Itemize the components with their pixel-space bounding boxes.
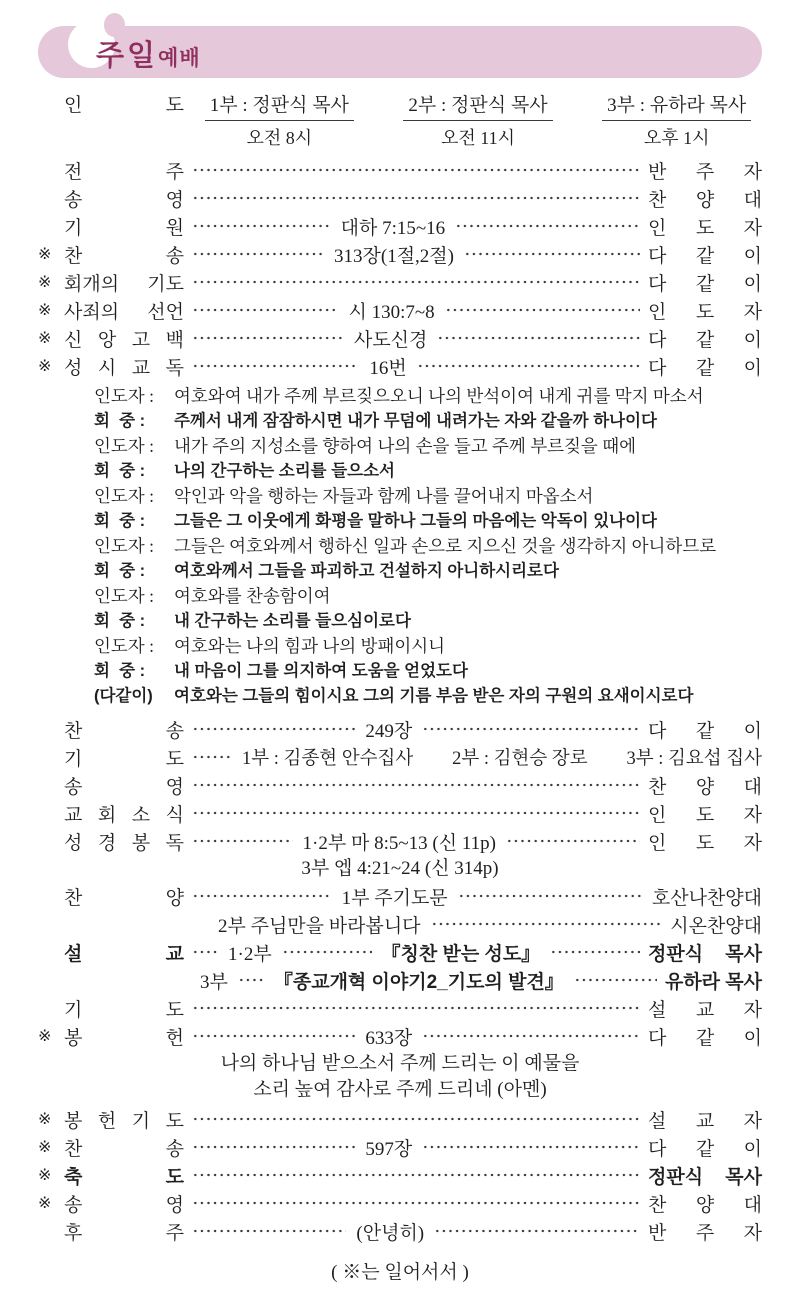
prayer-name-2: 2부 : 김현승 장로 [452, 749, 588, 769]
item-label: 봉 헌 [64, 1027, 184, 1049]
leader-dots [192, 1189, 640, 1217]
service-row [38, 994, 762, 1022]
reading-line [94, 434, 762, 459]
item-star: ※ [38, 274, 52, 291]
item-detail: 1부 주기도문 [341, 887, 448, 909]
reading-text: 그들은 여호와께서 행하신 일과 손으로 지으신 것을 생각하지 아니하므로 [174, 536, 717, 556]
item-star: ※ [38, 246, 52, 263]
reading-speaker: 회 중 : [94, 412, 146, 430]
leader-part: 3부 : 유하라 목사 [602, 90, 751, 121]
leader-dots [192, 352, 359, 380]
item-role: 시온찬양대 [670, 915, 762, 937]
reading-text: 악인과 악을 행하는 자들과 함께 나를 끌어내지 마옵소서 [174, 486, 594, 506]
item-label: 찬 양 [64, 887, 184, 909]
leader-col-2 [393, 90, 564, 150]
leader-dots [192, 240, 324, 268]
service-row [38, 827, 762, 855]
offering-hymn-line: 나의 하나님 받으소서 주께 드리는 이 예물을 [220, 1053, 580, 1074]
service-row [38, 352, 762, 380]
reading-line [94, 509, 762, 534]
leader-dots [506, 827, 640, 855]
reading-line [94, 409, 762, 434]
service-row [38, 1189, 762, 1217]
item-role: 인 도 자 [648, 804, 762, 826]
leader-dots [417, 352, 640, 380]
item-detail: 시 130:7~8 [348, 301, 435, 323]
reading-speaker: 인도자 : [94, 386, 154, 406]
item-detail: 1·2부 마 8:5~13 (신 11p) [302, 832, 496, 854]
leader-dots [422, 715, 640, 743]
item-role: 설 교 자 [648, 999, 762, 1021]
item-label: 찬 송 [64, 720, 184, 742]
leader-part: 1부 : 정판식 목사 [205, 90, 354, 121]
item-detail: 16번 [369, 357, 407, 379]
offering-hymn-line: 소리 높여 감사로 주께 드리네 (아멘) [253, 1079, 547, 1100]
prayer-names [240, 744, 762, 770]
reading-speaker: 인도자 : [94, 586, 154, 606]
leader-dots [192, 799, 640, 827]
reading-speaker: 회 중 : [94, 512, 146, 530]
item-label: 기 원 [64, 217, 184, 239]
item-role: 반 주 자 [648, 1222, 762, 1244]
item-role: 다 같 이 [648, 273, 762, 295]
leader-dots [437, 324, 640, 352]
leader-dots [192, 268, 640, 296]
leader-time: 오전 11시 [441, 128, 515, 148]
reading-text: 주께서 내게 잠잠하시면 내가 무덤에 내려가는 자와 같을까 하나이다 [174, 412, 657, 430]
reading-text: 여호와는 그들의 힘이시요 그의 기름 부음 받은 자의 구원의 요새이시로다 [174, 687, 694, 705]
item-label: 기 도 [64, 748, 184, 770]
reading-line [94, 534, 762, 559]
leader-dots [550, 938, 640, 966]
reading-line [94, 384, 762, 409]
item-star: ※ [38, 302, 52, 319]
leader-columns [194, 90, 762, 150]
item-role: 정판식 목사 [648, 943, 762, 965]
item-role: 다 같 이 [648, 357, 762, 379]
item-detail: 313장(1절,2절) [334, 245, 454, 267]
item-role: 인 도 자 [648, 217, 762, 239]
leader-dots [192, 882, 332, 910]
reading-line [94, 459, 762, 484]
service-row [38, 184, 762, 212]
item-detail: 대하 7:15~16 [340, 217, 446, 239]
reading-speaker: 인도자 : [94, 536, 154, 556]
reading-line [94, 609, 762, 634]
leader-dots [192, 743, 232, 771]
reading-speaker: (다같이) [94, 687, 153, 705]
item-star: ※ [38, 358, 52, 375]
reading-line [94, 684, 762, 709]
leader-dots [192, 324, 344, 352]
leaders-row [38, 90, 762, 150]
service-row [38, 1022, 762, 1050]
service-row [38, 715, 762, 743]
service-row [38, 1133, 762, 1161]
item-label: 교 회 소 식 [64, 804, 184, 826]
item-role: 설 교 자 [648, 1110, 762, 1132]
item-detail: 633장 [365, 1027, 413, 1049]
item-role: 찬 양 대 [648, 1194, 762, 1216]
item-label: 후 주 [64, 1222, 184, 1244]
service-row [38, 268, 762, 296]
leader-col-1 [194, 90, 365, 150]
responsive-reading [38, 384, 762, 709]
item-label: 성 시 교 독 [64, 357, 184, 379]
leader-dots [282, 938, 372, 966]
reading-line [94, 584, 762, 609]
item-role: 다 같 이 [648, 1138, 762, 1160]
item-star: ※ [38, 1195, 52, 1212]
leader-part: 2부 : 정판식 목사 [403, 90, 552, 121]
item-label: 기 도 [64, 999, 184, 1021]
item-star: ※ [38, 330, 52, 347]
leader-dots [192, 184, 640, 212]
leader-dots [464, 240, 640, 268]
item-label: 사죄의 선언 [64, 301, 184, 323]
service-row [38, 1105, 762, 1133]
leader-dots [192, 771, 640, 799]
reading-text: 그들은 그 이웃에게 화평을 말하나 그들의 마음에는 악독이 있나이다 [174, 512, 657, 530]
item-label: 축 도 [64, 1166, 184, 1188]
reading-text: 여호와를 찬송함이여 [174, 586, 331, 606]
service-row-sermon-continuation [38, 966, 762, 994]
item-label: 전 주 [64, 161, 184, 183]
item-label: 송 영 [64, 189, 184, 211]
reading-speaker: 회 중 : [94, 462, 146, 480]
sermon-part: 1·2부 [228, 943, 272, 965]
reading-speaker: 회 중 : [94, 562, 146, 580]
item-star: ※ [38, 1167, 52, 1184]
leader-dots [422, 1133, 640, 1161]
reading-text: 나의 간구하는 소리를 들으소서 [174, 462, 395, 480]
sermon-part: 3부 [200, 971, 228, 993]
item-star: ※ [38, 1139, 52, 1156]
service-row [38, 1217, 762, 1245]
service-row-continuation: 3부 엡 4:21~24 (신 314p) [301, 858, 499, 879]
item-star [38, 90, 64, 150]
leader-dots [192, 994, 640, 1022]
service-row [38, 799, 762, 827]
item-role: 인 도 자 [648, 832, 762, 854]
leader-dots [192, 1022, 355, 1050]
item-role: 인 도 자 [648, 301, 762, 323]
item-star: ※ [38, 1028, 52, 1045]
item-label: 신 앙 고 백 [64, 329, 184, 351]
sermon-title: 『종교개혁 이야기2_기도의 발견』 [273, 971, 564, 993]
service-row [38, 324, 762, 352]
service-row [38, 240, 762, 268]
leader-dots [192, 212, 331, 240]
page-title [96, 33, 201, 74]
item-role: 다 같 이 [648, 329, 762, 351]
item-role: 호산나찬양대 [651, 887, 762, 909]
item-role: 유하라 목사 [664, 971, 762, 993]
reading-line [94, 634, 762, 659]
leader-dots [192, 1217, 346, 1245]
service-row [38, 156, 762, 184]
section-banner [38, 26, 762, 78]
item-detail: 597장 [365, 1138, 413, 1160]
reading-text: 여호와께서 그들을 파괴하고 건설하지 아니하시리로다 [174, 562, 559, 580]
leader-dots [455, 212, 640, 240]
item-label: 인 도 [64, 95, 184, 116]
leader-dots [192, 156, 640, 184]
leader-dots [445, 296, 640, 324]
item-label: 설 교 [64, 943, 184, 965]
leader-dots [192, 715, 355, 743]
leader-dots [458, 882, 644, 910]
item-label: 송 영 [64, 1194, 184, 1216]
service-row [38, 771, 762, 799]
leader-col-3 [591, 90, 762, 150]
reading-line [94, 484, 762, 509]
reading-text: 내 간구하는 소리를 들으심이로다 [174, 612, 411, 630]
leader-dots [192, 1133, 355, 1161]
item-detail: 2부 주님만을 바라봅니다 [218, 915, 421, 937]
reading-text: 여호와여 내가 주께 부르짖으오니 나의 반석이여 내게 귀를 막지 마소서 [174, 386, 704, 406]
leader-time: 오후 1시 [643, 128, 710, 148]
item-label: 봉 헌 기 도 [64, 1110, 184, 1132]
leader-dots [431, 910, 663, 938]
leader-time: 오전 8시 [246, 128, 313, 148]
reading-line [94, 659, 762, 684]
item-detail: (안녕히) [356, 1222, 425, 1244]
leader-dots [192, 1161, 640, 1189]
reading-speaker: 회 중 : [94, 662, 146, 680]
service-row [38, 296, 762, 324]
service-row-continuation [38, 910, 762, 938]
item-role: 정판식 목사 [648, 1166, 762, 1188]
item-label: 찬 송 [64, 245, 184, 267]
item-detail: 사도신경 [353, 329, 428, 351]
item-star: ※ [38, 1111, 52, 1128]
item-role: 다 같 이 [648, 720, 762, 742]
reading-text: 내 마음이 그를 의지하여 도움을 얻었도다 [174, 662, 468, 680]
leader-dots [192, 296, 339, 324]
prayer-name-3: 3부 : 김요섭 집사 [626, 749, 762, 769]
reading-speaker: 인도자 : [94, 636, 154, 656]
leader-dots [192, 827, 293, 855]
offering-hymn [38, 1051, 762, 1103]
leader-dots [192, 938, 218, 966]
item-role: 다 같 이 [648, 245, 762, 267]
item-role: 찬 양 대 [648, 189, 762, 211]
reading-speaker: 회 중 : [94, 612, 146, 630]
leader-dots [238, 966, 264, 994]
item-label: 회개의 기도 [64, 273, 184, 295]
prayer-name-1: 1부 : 김종현 안수집사 [242, 749, 414, 769]
reading-line [94, 559, 762, 584]
service-row [38, 882, 762, 910]
item-label: 송 영 [64, 776, 184, 798]
item-role: 찬 양 대 [648, 776, 762, 798]
reading-text: 여호와는 나의 힘과 나의 방패이시니 [174, 636, 446, 656]
service-row [38, 212, 762, 240]
service-row-prayer-names [38, 743, 762, 771]
reading-speaker: 인도자 : [94, 436, 154, 456]
leader-dots [192, 1105, 640, 1133]
standing-note: ( ※는 일어서서 ) [331, 1262, 469, 1283]
item-label: 성 경 봉 독 [64, 832, 184, 854]
leader-dots [434, 1217, 640, 1245]
item-role: 반 주 자 [648, 161, 762, 183]
reading-speaker: 인도자 : [94, 486, 154, 506]
reading-text: 내가 주의 지성소를 향하여 나의 손을 들고 주께 부르짖을 때에 [174, 436, 636, 456]
page-title-main: 주일 [96, 40, 159, 72]
service-row-benediction [38, 1161, 762, 1189]
item-detail: 249장 [365, 720, 413, 742]
leader-dots [574, 966, 657, 994]
page-title-sub: 예배 [158, 47, 201, 70]
leader-dots [422, 1022, 640, 1050]
item-label: 찬 송 [64, 1138, 184, 1160]
sermon-title: 『칭찬 받는 성도』 [381, 943, 541, 965]
item-role: 다 같 이 [648, 1027, 762, 1049]
service-row-sermon [38, 938, 762, 966]
